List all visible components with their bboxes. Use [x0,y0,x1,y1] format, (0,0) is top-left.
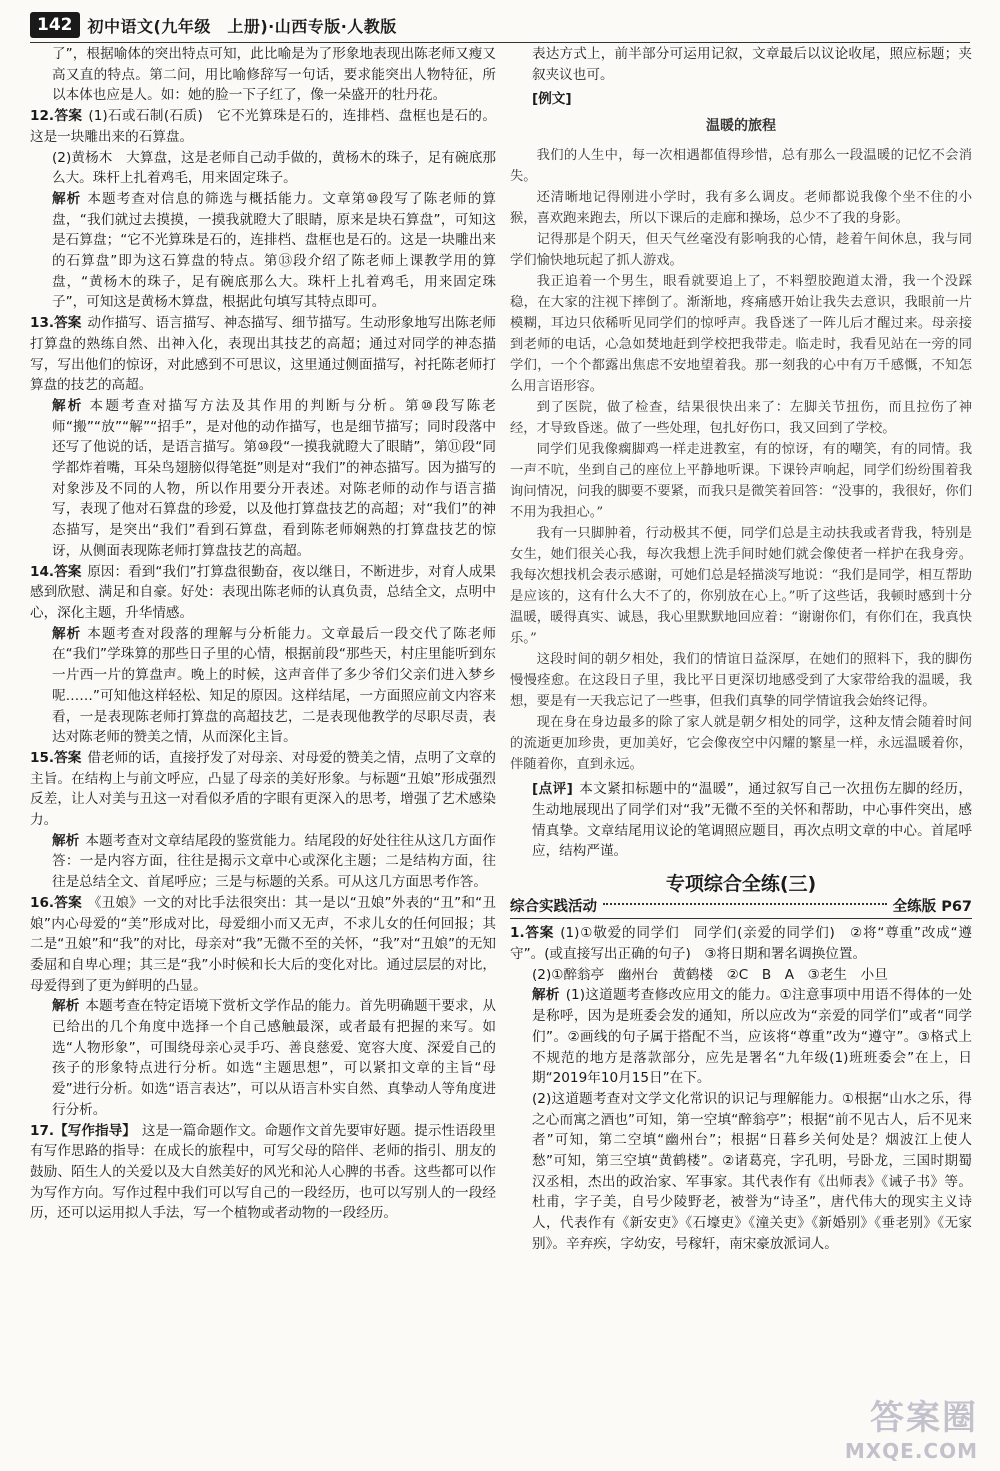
analysis-tag: 解析 [52,832,80,849]
analysis-tag: 解析 [52,625,82,642]
question-number: 13. [30,315,55,332]
question-answer [30,893,496,997]
leader-dots [603,903,887,905]
question-number: 1. [510,925,525,942]
question-number: 12. [30,108,55,125]
writing-guide-continued: 表达方式上，前半部分可运用记叙，文章最后以议论收尾，照应标题；夹叙夹议也可。 [532,46,972,83]
essay-paragraph: 我们的人生中，每一次相遇都值得珍惜，总有那么一段温暖的记忆不会消失。 [510,148,972,185]
answer-paragraph [30,148,496,189]
answer-analysis [30,396,496,562]
comment-text: 本文紧扣标题中的“温暖”，通过叙写自己一次扭伤左脚的经历，生动地展现出了同学们对“我”无微不至的关怀和帮助，中心事件突出，感情真挚。文章结尾用议论的笔调照应题目，再次点明文章的中心。首尾呼应，结构严谨。 [532,781,972,860]
section-subbar [510,897,972,920]
left-column [30,44,496,1224]
essay-comment [510,779,972,862]
paragraph-text: (1)①敬爱的同学们 同学们(亲爱的同学们) ②将“尊重”改成“遵守”。(或直接写出正确的句子) ③将日期和署名调换位置。 [510,925,972,963]
answer-analysis [30,996,496,1120]
answer-tag: 【写作指导】 [54,1122,136,1139]
example-essay [510,116,972,775]
question-number: 17. [30,1122,55,1139]
paragraph-text: (1)这道题考查修改应用文的能力。①注意事项中用语不得体的一处是称呼，因为是班委会发的通知，所以应改为“亲爱的同学们”或者“同学们”。②画线的句子属于搭配不当，应该将“尊重”改为“遵守”。③格式上不规范的地方是落款部分，应先是署名“九年级(1)班班委会”在上，日期“2019年10月15日”在下。 [532,987,972,1087]
paragraph-text: 本题考查在特定语境下赏析文学作品的能力。首先明确题干要求，从已给出的几个角度中选择一个自己感触最深，或者最有把握的来写。如选“人物形象”，可围绕母亲心灵手巧、善良慈爱、宽容大度、深爱自己的孩子的形象特点进行分析。如选“主题思想”，可以紧扣文章的主旨“母爱”进行分析。如选“语言表达”，可以从语言朴实自然、真挚动人等角度进行分析。 [52,998,497,1118]
paragraph-text: (2)①醉翁亭 幽州台 黄鹤楼 ②C B A ③老生 小旦 [532,966,888,983]
right-column [510,44,972,1255]
paragraph-text: 动作描写、语言描写、神态描写、细节描写。生动形象地写出陈老师打算盘的熟练自然、出神入化，表现出其技艺的高超；通过对同学的神态描写，写出他们的惊讶，对此感到不可思议，这里通过侧面描写，衬托陈老师打算盘的技艺的高超。 [30,315,497,394]
question-answer [30,1121,496,1225]
watermark [845,1390,978,1463]
question-answer [30,562,496,624]
answer-tag: 答案 [54,563,82,580]
answer-tag: 答案 [54,108,83,125]
paragraph-text: 本题考查对信息的筛选与概括能力。文章第⑩段写了陈老师的算盘，“我们就过去摸摸，一摸我就瞪大了眼睛，原来是块石算盘”，可知这是石算盘；“它不光算珠是石的，连排档、盘框也是石的。这是一块雕出来的石算盘”即为这石算盘的特点。第⑬段介绍了陈老师上课教学用的算盘，“黄杨木的珠子，足有碗底那么大。珠杆上扎着鸡毛，用来固定珠子”，可知这是黄杨木算盘，根据此句填写其特点即可。 [52,190,497,311]
answer-tag: 答案 [54,315,82,332]
paragraph-text: (2)这道题考查对文学文化常识的识记与理解能力。①根据“山水之乐，得之心而寓之酒也”可知，第一空填“醉翁亭”；根据“前不见古人，后不见来者”可知，第二空填“幽州台”；根据“日暮乡关何处是？烟波江上使人愁”可知，第三空填“黄鹤楼”。②诸葛亮，字孔明，号卧龙，三国时期蜀汉丞相，杰出的政治家、军事家。其代表作有《出师表》《诫子书》等。杜甫，字子美，自号少陵野老，被誉为“诗圣”，唐代伟大的现实主义诗人，代表作有《新安吏》《石壕吏》《潼关吏》《新婚别》《垂老别》《无家别》。辛弃疾，字幼安，号稼轩，南宋豪放派词人。 [532,1090,972,1252]
section-title: 专项综合全练(三) [665,872,817,895]
page-header [30,8,970,43]
paragraph-text: (1)石或石制(石质) 它不光算珠是石的，连排档、盘框也是石的。这是一块雕出来的石算盘。 [30,108,496,145]
paragraph-text: 借老师的话，直接抒发了对母亲、对母爱的赞美之情，点明了文章的主旨。在结构上与前文呼应，凸显了母亲的美好形象。与标题“丑娘”形成强烈反差，让人对美与丑这一对看似矛盾的字眼有更深入的思考，增强了艺术感染力。 [30,749,497,829]
question-number: 15. [30,749,55,766]
paragraph-text: 原因：看到“我们”打算盘很勤奋，夜以继日，不断进步，对育人成果感到欣慰、满足和自豪。好处：表现出陈老师的认真负责，总结全文，点明中心，深化主题，升华情感。 [30,563,496,621]
question-answer [30,106,496,147]
analysis-tag: 解析 [52,190,82,207]
section-subtitle: 综合实践活动 [510,898,597,915]
paragraph-text: 本题考查对段落的理解与分析能力。文章最后一段交代了陈老师在“我们”学珠算的那些日子里的心情，根据前段“那些天，村庄里能听到东一片西一片的算盘声。晚上的时候，这声音伴了多少爷们父亲们进入梦乡呢……”可知他这样轻松、知足的原因。这样结尾，一方面照应前文内容来看，一是表现陈老师打算盘的高超技艺，二是表现他教学的尽职尽责，表达对陈老师的赞美之情，从而深化主旨。 [52,625,497,746]
question-answer [510,923,972,964]
analysis-tag: 解析 [532,987,560,1004]
essay-paragraph: 我有一只脚肿着，行动极其不便，同学们总是主动扶我或者背我，特别是女生，她们很关心我，每次我想上洗手间时她们就会像使者一样护在我身旁。我每次想找机会表示感谢，可她们总是轻描淡写地说：“我们是同学，相互帮助是应该的，这有什么大不了的，你别放在心上。”听了这些话，我顿时感到十分温暖，暖得真实、诚恳，我心里默默地回应着：“谢谢你们，有你们在，我真快乐。” [510,526,972,647]
question-answer [30,748,496,831]
paragraph-text: 本题考查对文章结尾段的鉴赏能力。结尾段的好处往往从这几方面作答：一是内容方面，往往是揭示文章中心或深化主题；二是结构方面，往往是总结全文、首尾呼应；三是与标题的关系。可从这几方面思考作答。 [52,832,497,891]
answer-analysis [30,624,496,748]
answer-analysis [510,985,972,1089]
watermark-url: MXQE.COM [844,1439,978,1463]
question-answer [30,313,496,396]
analysis-tag: 解析 [52,397,84,414]
example-essay-label: [例文] [532,91,572,108]
analysis-tag: 解析 [52,998,80,1015]
paragraph-text: 这是一篇命题作文。命题作文首先要审好题。提示性语段里有写作思路的指导：在成长的旅程中，可写父母的陪伴、老师的指引、朋友的鼓励、陌生人的关爱以及大自然美好的风光和沁人心脾的书香。这些都可以作为写作方向。写作过程中我们可以写自己的一段经历，也可以写别人的一段经历，还可以运用拟人手法，写一个植物或者动物的一段经历。 [30,1122,497,1222]
question-number: 14. [30,563,55,580]
paragraph-text: 《丑娘》一文的对比手法很突出：其一是以“丑娘”外表的“丑”和“丑娘”内心母爱的“美”形成对比，母爱细小而又无声，不求儿女的任何回报；其二是“丑娘”和“我”的对比，母亲对“我”无微不至的关怀，“我”对“丑娘”的无知委屈和自卑心理；其三是“我”小时候和长大后的变化对比。通过层层的对比，母爱得到了更为鲜明的凸显。 [30,894,496,994]
comment-tag: [点评] [532,781,573,798]
essay-paragraph: 同学们见我像瘸脚鸡一样走进教室，有的惊讶，有的嘲笑，有的同情。我一声不吭，坐到自己的座位上平静地听课。下课铃声响起，同学们纷纷围着我询问情况，问我的脚要不要紧，而我只是微笑着回答：“没事的，我很好，你们不用为我担心。” [510,442,972,521]
essay-paragraph: 还清晰地记得刚进小学时，我有多么调皮。老师都说我像个坐不住的小猴，喜欢跑来跑去，所以下课后的走廊和操场，总少不了我的身影。 [510,190,972,227]
answer-analysis [30,189,496,313]
essay-paragraph: 这段时间的朝夕相处，我们的情谊日益深厚，在她们的照料下，我的脚伤慢慢痊愈。在这段日子里，我比平日更深切地感受到了大家带给我的温暖，我想，要是有一天我忘记了一些事，但我们真挚的同学情谊我会始终记得。 [510,652,972,710]
essay-paragraph: 记得那是个阴天，但天气丝毫没有影响我的心情，趁着午间休息，我与同学们愉快地玩起了抓人游戏。 [510,232,972,269]
paragraph-text: 本题考查对描写方法及其作用的判断与分析。第⑩段写陈老师“搬”“放”“解”“招手”，是对他的动作描写，也是细节描写；同时段落中还写了他说的话，是语言描写。第⑩段“一摸我就瞪大了眼睛”，第⑪段“同学都炸着嘴，耳朵鸟翅膀似得笔挺”则是对“我们”的神态描写。因为描写的对象涉及不同的人物，所以作用要分开表述。对陈老师的动作与语言描写，表现了他对石算盘的珍爱，以及他打算盘技艺的高超；对“我们”的神态描写，是突出“我们”看到石算盘，看到陈老师娴熟的打算盘技艺的惊讶，从侧面表现陈老师打算盘技艺的高超。 [52,397,497,559]
answer-paragraph [30,44,496,106]
section-ref: 全练版 P67 [892,898,972,915]
paragraph-text: (2)黄杨木 大算盘，这是老师自己动手做的，黄杨木的珠子，足有碗底那么大。珠杆上扎着鸡毛，用来固定珠子。 [52,149,496,187]
essay-paragraph: 到了医院，做了检查，结果很快出来了：左脚关节扭伤，而且拉伤了神经，才导致昏迷。做了一些处理，包扎好伤口，我又回到了学校。 [510,400,972,437]
watermark-logo: 答案圈 [870,1398,978,1438]
answer-paragraph [510,965,972,986]
essay-paragraph: 现在身在身边最多的除了家人就是朝夕相处的同学，这种友情会随着时间的流逝更加珍贵，更加美好，它会像夜空中闪耀的繁星一样，永远温暖着你，伴随着你，直到永远。 [510,715,972,773]
paragraph-text: 了”，根据喻体的突出特点可知，此比喻是为了形象地表现出陈老师又瘦又高又直的特点。第二问，用比喻修辞写一句话，要求能突出人物特征，所以本体也应是人。如：她的脸一下子红了，像一朵盛开的牡丹花。 [52,46,496,104]
essay-paragraph: 我正追着一个男生，眼看就要追上了，不料塑胶跑道太滑，我一个没踩稳，在大家的注视下摔倒了。渐渐地，疼痛感开始让我失去意识，我眼前一片模糊，耳边只依稀听见同学们的惊呼声。我昏迷了一阵儿后才醒过来。母亲接到老师的电话，心急如焚地赶到学校把我带走。临走时，我看见站在一旁的同学们，一个个都露出焦虑不安地望着我。那一刻我的心中有万千感慨，不知怎么用言语形容。 [510,274,972,395]
answer-tag: 答案 [54,749,82,766]
answer-analysis [30,831,496,893]
essay-title: 温暖的旅程 [706,118,776,135]
answer-tag: 答案 [54,894,82,911]
answer-paragraph [510,1089,972,1255]
page-number: 142 [30,12,80,38]
book-title: 初中语文(九年级 上册)·山西专版·人教版 [87,16,397,36]
question-number: 16. [30,894,55,911]
answer-tag: 答案 [524,925,555,942]
